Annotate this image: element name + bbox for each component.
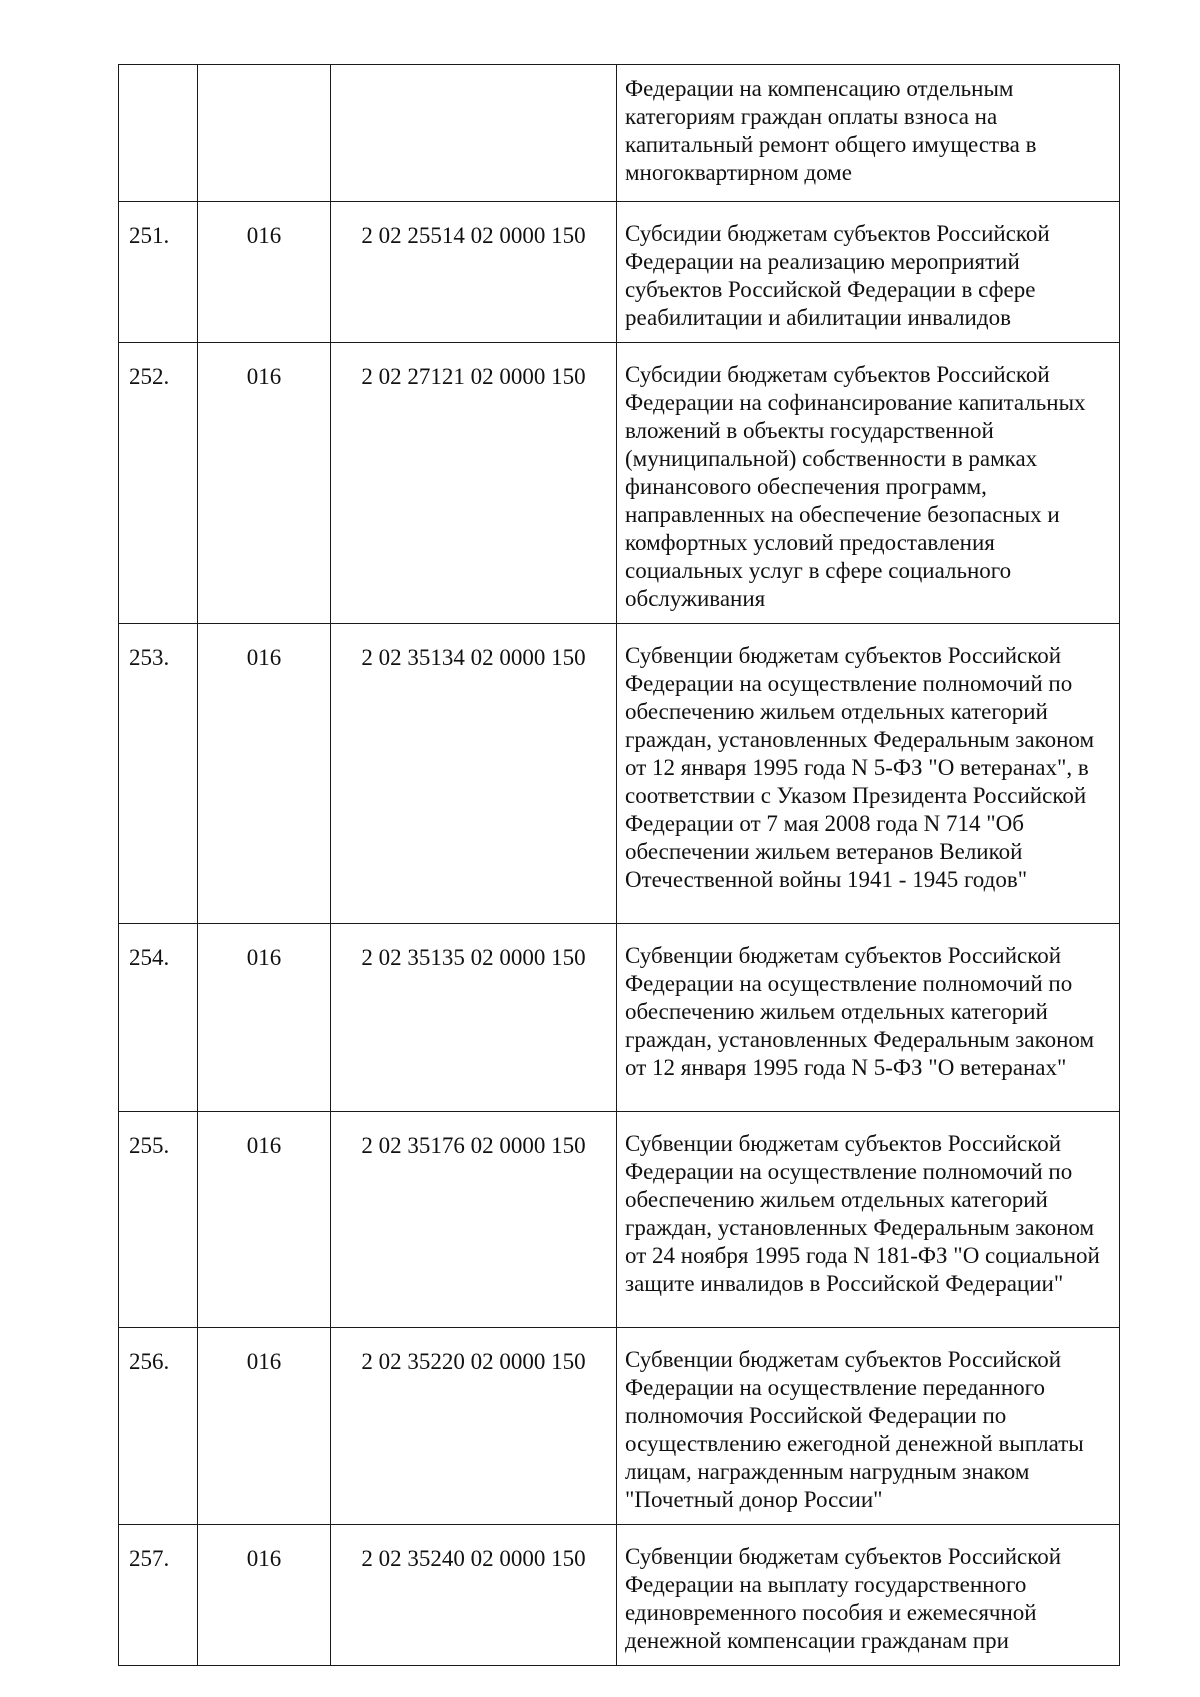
revenue-name-text: Субвенции бюджетам субъектов Российской Федерации на осуществление полномочий по обеспечению жильем отдельных категорий граждан, установленных Федеральным законом от 12 января 1995 года N 5-ФЗ "О ветеранах" bbox=[625, 943, 1095, 1080]
table-row bbox=[119, 202, 1120, 343]
revenue-name-cell bbox=[617, 1525, 1120, 1666]
budget-code-cell bbox=[331, 202, 617, 343]
admin-code: 016 bbox=[246, 1133, 282, 1158]
admin-code-cell bbox=[198, 924, 331, 1112]
revenue-name-text: Федерации на компенсацию отдельным категориям граждан оплаты взноса на капитальный ремонт общего имущества в многоквартирном доме bbox=[625, 76, 1037, 185]
revenue-codes-table bbox=[118, 64, 1120, 1666]
admin-code: 016 bbox=[246, 1546, 282, 1571]
admin-code: 016 bbox=[246, 945, 282, 970]
budget-code: 2 02 35135 02 0000 150 bbox=[361, 945, 586, 970]
row-number-cell bbox=[119, 202, 198, 343]
row-number-cell bbox=[119, 1525, 198, 1666]
row-number: 252. bbox=[129, 364, 170, 389]
row-number-cell bbox=[119, 1112, 198, 1328]
table-row bbox=[119, 1112, 1120, 1328]
budget-code: 2 02 35220 02 0000 150 bbox=[361, 1349, 586, 1374]
table-row bbox=[119, 1328, 1120, 1525]
revenue-name-cell bbox=[617, 343, 1120, 624]
row-number: 253. bbox=[129, 645, 170, 670]
budget-code-cell bbox=[331, 65, 617, 202]
row-number-cell bbox=[119, 1328, 198, 1525]
admin-code-cell bbox=[198, 202, 331, 343]
row-number: 254. bbox=[129, 945, 170, 970]
budget-code-cell bbox=[331, 624, 617, 924]
budget-code-cell bbox=[331, 1112, 617, 1328]
budget-code: 2 02 27121 02 0000 150 bbox=[361, 364, 586, 389]
row-number-cell bbox=[119, 924, 198, 1112]
row-number: 251. bbox=[129, 223, 170, 248]
admin-code-cell bbox=[198, 1112, 331, 1328]
revenue-name-cell bbox=[617, 924, 1120, 1112]
row-number-cell bbox=[119, 343, 198, 624]
budget-code-cell bbox=[331, 924, 617, 1112]
revenue-name-text: Субвенции бюджетам субъектов Российской Федерации на осуществление полномочий по обеспечению жильем отдельных категорий граждан, установленных Федеральным законом от 24 ноября 1995 года N 181-ФЗ "О социальной защите инвалидов в Российской Федерации" bbox=[625, 1131, 1100, 1296]
row-number-cell bbox=[119, 65, 198, 202]
budget-code: 2 02 35134 02 0000 150 bbox=[361, 645, 586, 670]
table-row bbox=[119, 624, 1120, 924]
table-row bbox=[119, 924, 1120, 1112]
budget-code: 2 02 35240 02 0000 150 bbox=[361, 1546, 586, 1571]
revenue-name-cell bbox=[617, 1112, 1120, 1328]
revenue-name-text: Субвенции бюджетам субъектов Российской Федерации на выплату государственного единовременного пособия и ежемесячной денежной компенсации гражданам при bbox=[625, 1544, 1062, 1653]
budget-code: 2 02 25514 02 0000 150 bbox=[361, 223, 586, 248]
revenue-name-cell bbox=[617, 202, 1120, 343]
row-number: 255. bbox=[129, 1133, 170, 1158]
budget-code-cell bbox=[331, 343, 617, 624]
revenue-name-text: Субвенции бюджетам субъектов Российской Федерации на осуществление переданного полномочия Российской Федерации по осуществлению ежегодной денежной выплаты лицам, награжденным нагрудным знаком "Почетный донор России" bbox=[625, 1347, 1084, 1512]
admin-code: 016 bbox=[246, 645, 282, 670]
admin-code-cell bbox=[198, 1328, 331, 1525]
revenue-name-cell bbox=[617, 624, 1120, 924]
admin-code-cell bbox=[198, 65, 331, 202]
admin-code-cell bbox=[198, 1525, 331, 1666]
row-number: 257. bbox=[129, 1546, 170, 1571]
admin-code-cell bbox=[198, 343, 331, 624]
admin-code-cell bbox=[198, 624, 331, 924]
row-number: 256. bbox=[129, 1349, 170, 1374]
admin-code: 016 bbox=[246, 223, 282, 248]
row-number-cell bbox=[119, 624, 198, 924]
revenue-name-text: Субсидии бюджетам субъектов Российской Федерации на софинансирование капитальных вложений в объекты государственной (муниципальной) собственности в рамках финансового обеспечения программ, направленных на обеспечение безопасных и комфортных условий предоставления социальных услуг в сфере социального обслуживания bbox=[625, 362, 1086, 611]
admin-code: 016 bbox=[246, 1349, 282, 1374]
table-row bbox=[119, 1525, 1120, 1666]
table-row-continuation bbox=[119, 65, 1120, 202]
budget-code: 2 02 35176 02 0000 150 bbox=[361, 1133, 586, 1158]
revenue-name-text: Субсидии бюджетам субъектов Российской Федерации на реализацию мероприятий субъектов Российской Федерации в сфере реабилитации и абилитации инвалидов bbox=[625, 221, 1050, 330]
budget-code-cell bbox=[331, 1525, 617, 1666]
revenue-name-cell bbox=[617, 1328, 1120, 1525]
table-row bbox=[119, 343, 1120, 624]
revenue-name-cell bbox=[617, 65, 1120, 202]
admin-code: 016 bbox=[246, 364, 282, 389]
budget-code-cell bbox=[331, 1328, 617, 1525]
revenue-name-text: Субвенции бюджетам субъектов Российской Федерации на осуществление полномочий по обеспечению жильем отдельных категорий граждан, установленных Федеральным законом от 12 января 1995 года N 5-ФЗ "О ветеранах", в соответствии с Указом Президента Российской Федерации от 7 мая 2008 года N 714 "Об обеспечении жильем ветеранов Великой Отечественной войны 1941 - 1945 годов" bbox=[625, 643, 1095, 892]
